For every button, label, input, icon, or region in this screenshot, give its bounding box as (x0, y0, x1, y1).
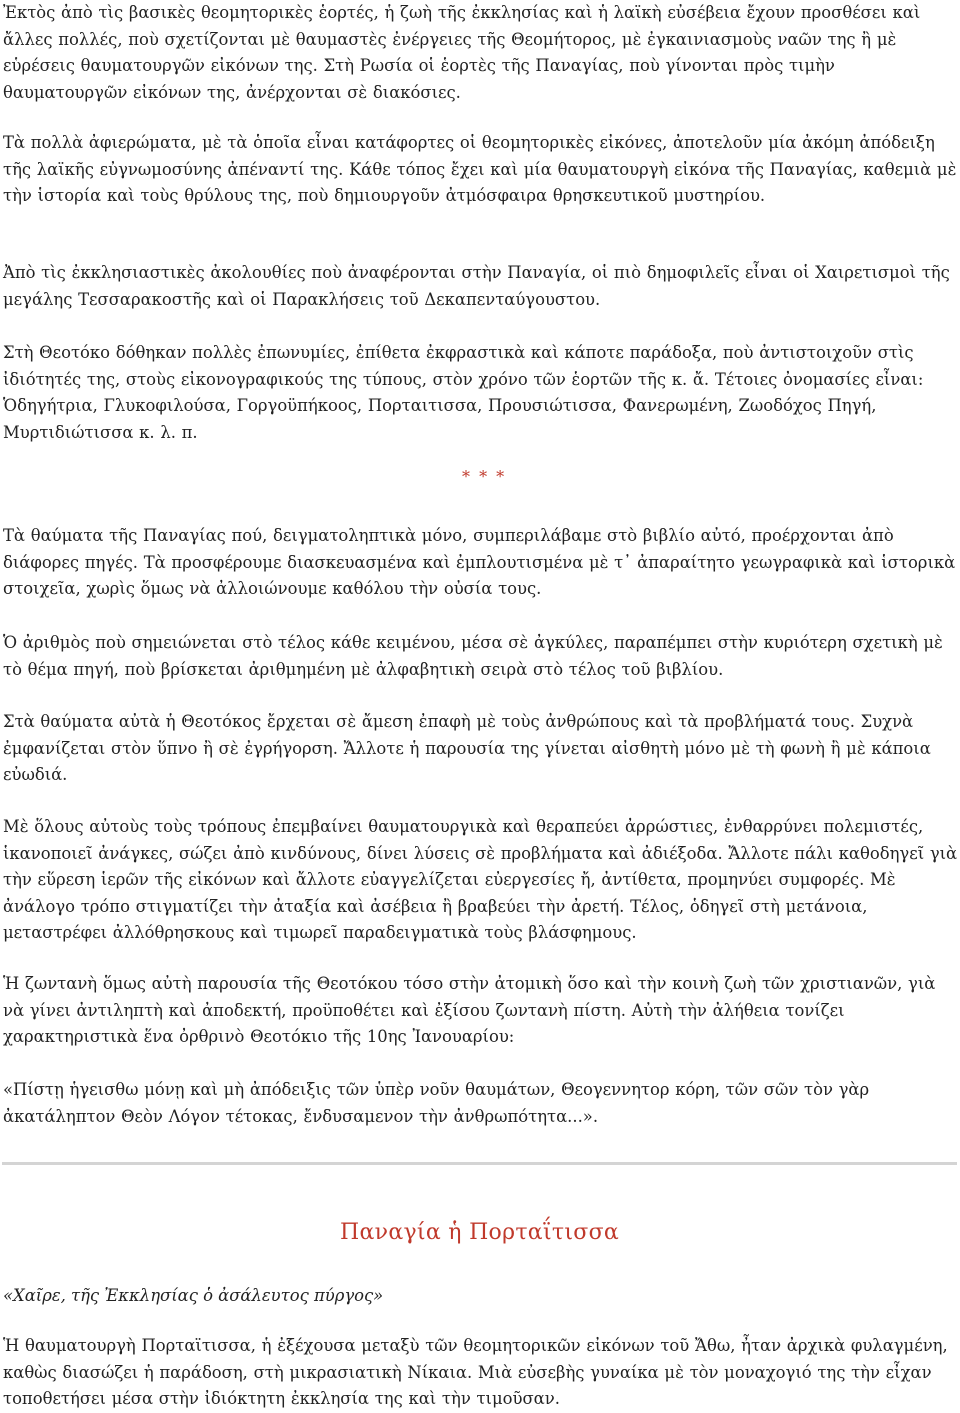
paragraph-sources: Τὰ θαύματα τῆς Παναγίας πού, δειγματοληπτικὰ μόνο, συμπεριλάβαμε στὸ βιβλίο αὐτό, προέρχονται ἀπὸ διάφορες πηγές. Τὰ προσφέρουμε διασκευασμένα καὶ ἐμπλουτισμένα μὲ τ᾿ ἀπαραίτητο γεωγραφικὰ καὶ ἱστορικὰ στοιχεῖα, χωρὶς ὅμως νὰ ἀλλοιώνουμε καθόλου τὴν οὐσία τους. (3, 526, 956, 598)
paragraph-hymn-quote: «Πίστῃ ἡγεισθω μόνῃ καὶ μὴ ἀπόδειξις τῶν ὑπὲρ νοῦν θαυμάτων, Θεογεννητορ κόρη, τῶν σῶν τὸν γὰρ ἀκατάληπτον Θεὸν Λόγον τέτοκας, ἔνδυσαμενον τὴν ἀνθρωπότητα...». (3, 1080, 870, 1126)
paragraph-icon-feasts: Ἐκτὸς ἀπὸ τὶς βασικὲς θεομητορικὲς ἑορτές, ἡ ζωὴ τῆς ἐκκλησίας καὶ ἡ λαϊκὴ εὐσέβεια ἔχουν προσθέσει καὶ ἄλλες πολλές, ποὺ σχετίζονται μὲ θαυμαστὲς ἐνέργειες τῆς Θεομήτορος, μὲ ἐγκαινιασμοὺς ναῶν της ἢ μὲ εὑρέσεις θαυματουργῶν εἰκόνων της. Στὴ Ρωσία οἱ ἑορτὲς τῆς Παναγίας, ποὺ γίνονται πρὸς τιμὴν θαυματουργῶν εἰκόνων της, ἀνέρχονται σὲ διακόσιες. (3, 3, 921, 102)
paragraph-services: Ἀπὸ τὶς ἐκκλησιαστικὲς ἀκολουθίες ποὺ ἀναφέρονται στὴν Παναγία, οἱ πιὸ δημοφιλεῖς εἶναι οἱ Χαιρετισμοὶ τῆς μεγάλης Τεσσαρακοστῆς καὶ οἱ Παρακλήσεις τοῦ Δεκαπενταύγουστου. (3, 263, 950, 309)
paragraph-epithets: Στὴ Θεοτόκο δόθηκαν πολλὲς ἐπωνυμίες, ἐπίθετα ἐκφραστικὰ καὶ κάποτε παράδοξα, ποὺ ἀντιστοιχοῦν στὶς ἰδιότητές της, στοὺς εἰκονογραφικούς της τύπους, στὸν χρόνο τῶν ἑορτῶν τῆς κ. ἄ. Τέτοιες ὀνομασίες εἶναι: Ὁδηγήτρια, Γλυκοφιλούσα, Γοργοϋπήκοος, Πορταιτισσα, Προυσιώτισσα, Φανερωμένη, Ζωοδόχος Πηγή, Μυρτιδιώτισσα κ. λ. π. (3, 343, 924, 442)
horizontal-divider (2, 1162, 957, 1165)
paragraph-miracle-ways: Μὲ ὅλους αὐτοὺς τοὺς τρόπους ἐπεμβαίνει θαυματουργικὰ καὶ θεραπεύει ἀρρώστιες, ἐνθαρρύνει πολεμιστές, ἱκανοποιεῖ ἀνάγκες, σώζει ἀπὸ κινδύνους, δίνει λύσεις σὲ προβλήματα καὶ ἀδιέξοδα. Ἄλλοτε πάλι καθοδηγεῖ γιὰ τὴν εὕρεση ἱερῶν τῆς εἰκόνων καὶ ἄλλοτε εὐαγγελίζεται εὐεργεσίες ἤ, ἀντίθετα, προμηνύει συμφορές. Μὲ ἀνάλογο τρόπο στιγματίζει τὴν ἀταξία καὶ ἀσέβεια ἢ βραβεύει τὴν ἀρετή. Τέλος, ὁδηγεῖ στὴ μετάνοια, μεταστρέφει ἀλλόθρησκους καὶ τιμωρεῖ παραδειγματικὰ τοὺς βλάσφημους. (3, 817, 958, 942)
paragraph-living-faith: Ἡ ζωντανὴ ὅμως αὐτὴ παρουσία τῆς Θεοτόκου τόσο στὴν ἀτομικὴ ὅσο καὶ τὴν κοινὴ ζωὴ τῶν χριστιανῶν, γιὰ νὰ γίνει ἀντιληπτὴ καὶ ἀποδεκτή, προϋποθέτει καὶ ἐξίσου ζωντανὴ πίστη. Αὐτὴ τὴν ἀλήθεια τονίζει χαρακτηριστικὰ ἕνα ὀρθρινὸ Θεοτόκιο τῆς 10ης Ἰανουαρίου: (3, 974, 936, 1046)
section-separator: * * * (462, 467, 507, 486)
paragraph-reference-numbers: Ὁ ἀριθμὸς ποὺ σημειώνεται στὸ τέλος κάθε κειμένου, μέσα σὲ ἀγκύλες, παραπέμπει στὴν κυριότερη σχετικὴ μὲ τὸ θέμα πηγή, ποὺ βρίσκεται ἀριθμημένη μὲ ἀλφαβητικὴ σειρὰ στὸ τέλος τοῦ βιβλίου. (3, 633, 943, 679)
paragraph-offerings: Τὰ πολλὰ ἀφιερώματα, μὲ τὰ ὁποῖα εἶναι κατάφορτες οἱ θεομητορικὲς εἰκόνες, ἀποτελοῦν μία ἀκόμη ἀπόδειξη τῆς λαϊκῆς εὐγνωμοσύνης ἀπέναντί της. Κάθε τόπος ἔχει καὶ μία θαυματουργὴ εἰκόνα τῆς Παναγίας, καθεμιὰ μὲ τὴν ἱστορία καὶ τοὺς θρύλους της, ποὺ δημιουργοῦν ἀτμόσφαιρα θρησκευτικοῦ μυστηρίου. (3, 133, 957, 205)
section-title: Παναγία ἡ Πορταΐτισσα (340, 1220, 620, 1245)
epigraph: «Χαῖρε, τῆς Ἐκκλησίας ὁ ἀσάλευτος πύργος» (3, 1286, 384, 1305)
paragraph-portaitissa: Ἡ θαυματουργὴ Πορταϊτισσα, ἡ ἐξέχουσα μεταξὺ τῶν θεομητορικῶν εἰκόνων τοῦ Ἄθω, ἦταν ἀρχικὰ φυλαγμένη, καθὼς διασώζει ἡ παράδοση, στὴ μικρασιατικὴ Νίκαια. Μιὰ εὐσεβὴς γυναίκα μὲ τὸν μοναχογιό της τὴν εἶχαν τοποθετήσει μέσα στὴν ἰδιόκτητη ἐκκλησία της καὶ τὴν τιμοῦσαν. (3, 1336, 948, 1408)
paragraph-appearances: Στὰ θαύματα αὐτὰ ἡ Θεοτόκος ἔρχεται σὲ ἄμεση ἐπαφὴ μὲ τοὺς ἀνθρώπους καὶ τὰ προβλήματά τους. Συχνὰ ἐμφανίζεται στὸν ὕπνο ἢ σὲ ἐγρήγορση. Ἄλλοτε ἡ παρουσία της γίνεται αἰσθητὴ μόνο μὲ τὴ φωνὴ ἢ μὲ κάποια εὐωδιά. (3, 712, 931, 784)
